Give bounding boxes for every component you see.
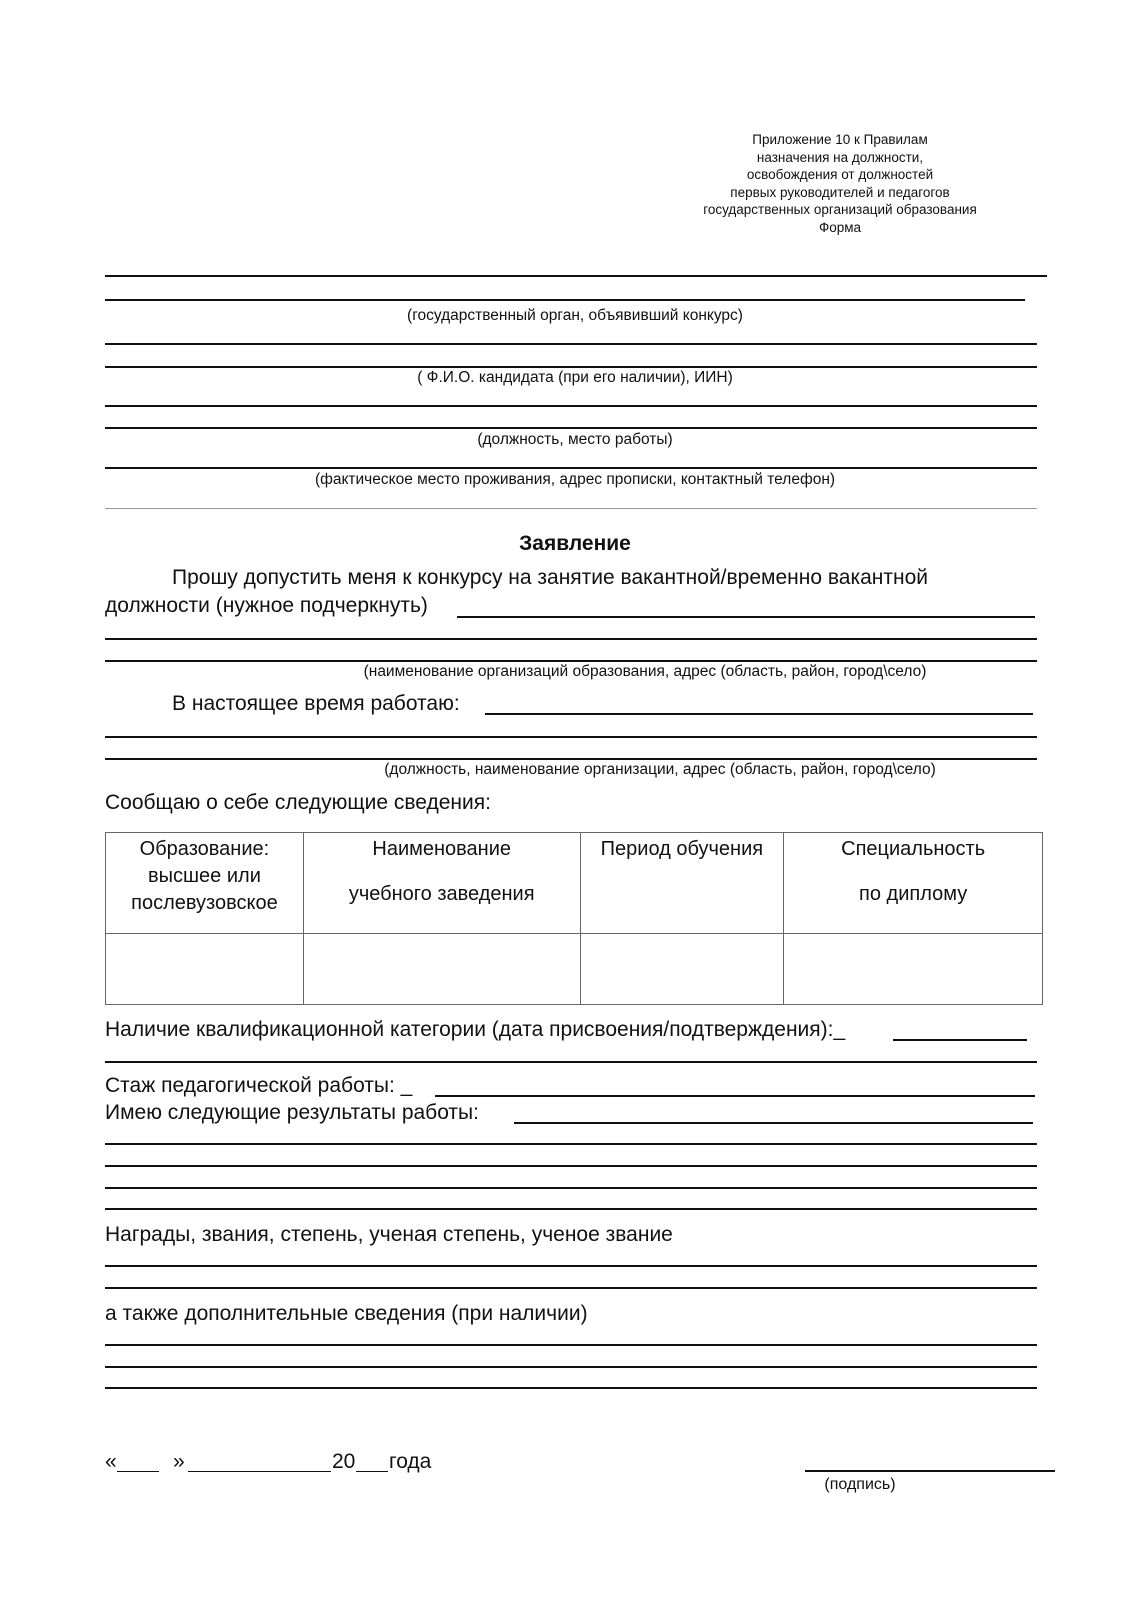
request-text-line1: Прошу допустить меня к конкурсу на занятие вакантной/временно вакантной xyxy=(172,566,929,589)
address-field-line-2[interactable] xyxy=(105,508,1037,509)
header-specialty xyxy=(784,833,1043,934)
header-text: высшее или xyxy=(148,865,261,887)
header-line: Форма xyxy=(818,219,862,235)
caption-name: ( Ф.И.О. кандидата (при его наличии), ИИН) xyxy=(417,369,733,386)
qualification-field-line-2[interactable] xyxy=(105,1061,1037,1063)
header-study-period xyxy=(580,833,784,934)
header-institution xyxy=(303,833,580,934)
table-header-row xyxy=(106,833,1043,934)
signature-field-line[interactable] xyxy=(805,1470,1055,1472)
vacancy-field-line-3[interactable] xyxy=(105,660,1037,662)
header-text: учебного заведения xyxy=(348,883,535,905)
caption-position: (должность, место работы) xyxy=(477,431,673,448)
about-self-label: Сообщаю о себе следующие сведения: xyxy=(105,791,491,814)
experience-field-line[interactable] xyxy=(435,1095,1035,1097)
caption-org: (государственный орган, объявивший конкурс) xyxy=(407,307,743,324)
additional-field-line-3[interactable] xyxy=(105,1387,1037,1389)
header-line: освобождения от должностей xyxy=(746,167,934,182)
year-suffix: года xyxy=(389,1450,432,1473)
current-work-field-line-2[interactable] xyxy=(105,736,1037,738)
caption-current-work: (должность, наименование организации, адрес (область, район, город\село) xyxy=(384,761,936,778)
header-text: Период обучения xyxy=(600,838,764,860)
header-line: назначения на должности, xyxy=(756,149,924,165)
date-open-quote: « xyxy=(105,1450,117,1473)
caption-address: (фактическое место проживания, адрес прописки, контактный телефон) xyxy=(314,471,836,488)
results-field-line-4[interactable] xyxy=(105,1187,1037,1189)
current-work-field-line-1[interactable] xyxy=(485,713,1033,715)
name-field-line-1[interactable] xyxy=(105,343,1037,345)
awards-field-line-2[interactable] xyxy=(105,1287,1037,1289)
request-text-line2: должности (нужное подчеркнуть) xyxy=(105,594,428,617)
year-prefix: 20 xyxy=(332,1450,356,1473)
header-education-level xyxy=(106,833,304,934)
header-text: Специальность xyxy=(841,838,986,860)
additional-field-line-1[interactable] xyxy=(105,1344,1037,1346)
experience-label: Стаж педагогической работы: _ xyxy=(105,1074,413,1097)
current-work-label: В настоящее время работаю: xyxy=(172,692,460,715)
awards-field-line-1[interactable] xyxy=(105,1265,1037,1267)
qualification-field-line-1[interactable] xyxy=(893,1039,1027,1041)
org-field-line-1[interactable] xyxy=(105,275,1047,277)
results-field-line-2[interactable] xyxy=(105,1143,1037,1145)
results-field-line-3[interactable] xyxy=(105,1165,1037,1167)
results-label: Имею следующие результаты работы: xyxy=(105,1101,479,1124)
additional-field-line-2[interactable] xyxy=(105,1366,1037,1368)
current-work-field-line-3[interactable] xyxy=(105,758,1037,760)
education-table xyxy=(105,832,1043,1005)
awards-label: Награды, звания, степень, ученая степень, ученое звание xyxy=(105,1223,673,1246)
date-close-quote: » xyxy=(173,1450,185,1473)
vacancy-field-line-1[interactable] xyxy=(457,616,1035,618)
cell-institution[interactable] xyxy=(303,934,580,1005)
qualification-label: Наличие квалификационной категории (дата присвоения/подтверждения):_ xyxy=(105,1018,846,1041)
table-row xyxy=(106,934,1043,1005)
position-field-line-1[interactable] xyxy=(105,405,1037,407)
cell-education-level[interactable] xyxy=(106,934,304,1005)
header-text: послевузовское xyxy=(131,892,278,914)
header-line: первых руководителей и педагогов xyxy=(730,184,950,200)
document-title: Заявление xyxy=(519,532,631,555)
appendix-header xyxy=(660,131,1020,236)
address-field-line-1[interactable] xyxy=(105,467,1037,469)
date-year-field[interactable] xyxy=(356,1471,388,1472)
header-line: государственных организаций образования xyxy=(703,202,977,217)
date-day-field[interactable] xyxy=(117,1471,159,1472)
header-text: по диплому xyxy=(859,883,968,905)
signature-caption: (подпись) xyxy=(824,1476,896,1493)
position-field-line-2[interactable] xyxy=(105,427,1037,429)
cell-study-period[interactable] xyxy=(580,934,784,1005)
date-month-field[interactable] xyxy=(188,1471,331,1472)
results-field-line-1[interactable] xyxy=(514,1122,1033,1124)
name-field-line-2[interactable] xyxy=(105,366,1037,368)
caption-edu-org: (наименование организаций образования, адрес (область, район, город\село) xyxy=(363,663,927,680)
header-line: Приложение 10 к Правилам xyxy=(752,132,928,147)
additional-label: а также дополнительные сведения (при наличии) xyxy=(105,1302,588,1325)
org-field-line-2[interactable] xyxy=(105,299,1025,301)
header-text: Образование: xyxy=(139,838,270,860)
results-field-line-5[interactable] xyxy=(105,1208,1037,1210)
vacancy-field-line-2[interactable] xyxy=(105,638,1037,640)
header-text: Наименование xyxy=(372,838,512,860)
cell-specialty[interactable] xyxy=(784,934,1043,1005)
